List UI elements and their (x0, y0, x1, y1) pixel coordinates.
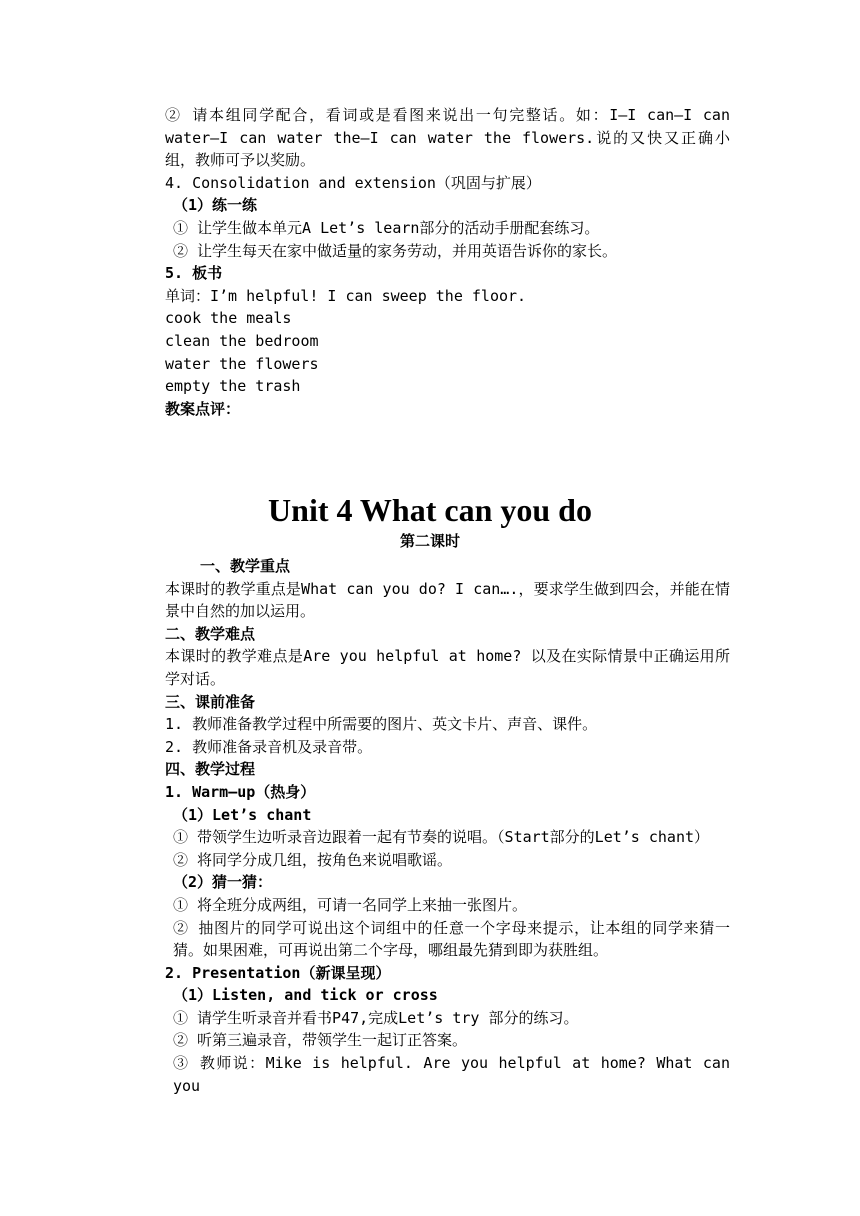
heading-consolidation: 4. Consolidation and extension（巩固与扩展） (165, 173, 541, 192)
list-item-housework: ② 让学生每天在家中做适量的家务劳动，并用英语告诉你的家长。 (173, 241, 618, 260)
heading-blackboard: 5. 板书 (165, 264, 223, 283)
list-item-materials: 1. 教师准备教学过程中所需要的图片、英文卡片、声音、课件。 (165, 715, 598, 734)
unit-header (130, 490, 730, 552)
subheading-practice: （1）练一练 (173, 196, 258, 215)
heading-key-points: 一、教学重点 (200, 557, 291, 575)
list-item-activity-book: ① 让学生做本单元A Let’s learn部分的活动手册配套练习。 (173, 218, 600, 237)
heading-procedure: 四、教学过程 (165, 760, 256, 779)
blackboard-line: 单词：I’m helpful! I can sweep the floor. (165, 286, 527, 305)
subheading-chant: （1）Let’s chant (173, 805, 312, 824)
subheading-listen-tick: （1）Listen, and tick or cross (173, 986, 438, 1005)
blackboard-line: clean the bedroom (165, 331, 319, 350)
heading-preparation: 三、课前准备 (165, 692, 256, 711)
paragraph-group-practice: ② 请本组同学配合，看词或是看图来说出一句完整话。如：I—I can—I can water—I can water the—I can water the flowers.说的又快又正确小组，教师可予以奖励。 (165, 106, 730, 170)
blackboard-line: water the flowers (165, 354, 319, 373)
section-lesson-one-end (130, 104, 730, 420)
paragraph-guess-step-2: ② 抽图片的同学可说出这个词组中的任意一个字母来提示，让本组的同学来猜一猜。如果困难，可再说出第二个字母，哪组最先猜到即为获胜组。 (173, 918, 730, 960)
unit-title: Unit 4 What can you do (268, 492, 592, 528)
lesson-review-label: 教案点评： (165, 399, 241, 418)
paragraph-difficulties: 本课时的教学难点是Are you helpful at home? 以及在实际情景中正确运用所学对话。 (165, 647, 730, 688)
paragraph-listen-step-2: ② 听第三遍录音，带领学生一起订正答案。 (173, 1031, 468, 1050)
lesson-number: 第二课时 (399, 532, 460, 550)
list-item-recorder: 2. 教师准备录音机及录音带。 (165, 737, 373, 756)
section-lesson-two (130, 555, 730, 1097)
heading-presentation: 2. Presentation（新课呈现） (165, 963, 391, 982)
blackboard-line: cook the meals (165, 309, 292, 328)
paragraph-listen-step-1: ① 请学生听录音并看书P47,完成Let’s try 部分的练习。 (173, 1008, 579, 1027)
paragraph-listen-step-3: ③ 教师说：Mike is helpful. Are you helpful at home? What can you (173, 1054, 730, 1095)
paragraph-chant-step-1: ① 带领学生边听录音边跟着一起有节奏的说唱。（Start部分的Let’s chant） (173, 828, 710, 847)
paragraph-chant-step-2: ② 将同学分成几组，按角色来说唱歌谣。 (173, 850, 453, 869)
paragraph-key-points: 本课时的教学重点是What can you do? I can….，要求学生做到四会，并能在情景中自然的加以运用。 (165, 579, 730, 621)
heading-difficulties: 二、教学难点 (165, 624, 256, 643)
blackboard-line: empty the trash (165, 377, 301, 396)
subheading-guess: （2）猜一猜： (173, 873, 273, 892)
paragraph-guess-step-1: ① 将全班分成两组，可请一名同学上来抽一张图片。 (173, 895, 528, 914)
heading-warm-up: 1. Warm—up（热身） (165, 782, 316, 801)
